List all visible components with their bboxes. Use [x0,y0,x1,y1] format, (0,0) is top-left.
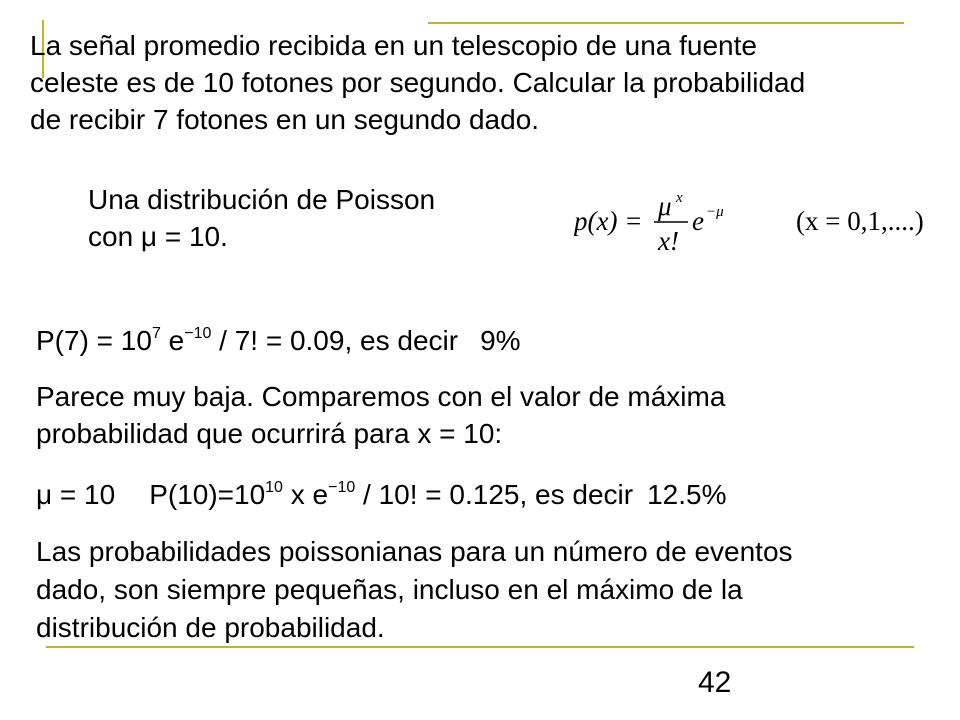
compare-line: Parece muy baja. Comparemos con el valor de máxima [36,381,726,412]
conclusion-line: Las probabilidades poissonianas para un número de eventos [36,536,793,567]
p7-suffix: / 7! = 0.09, es decir [211,325,459,356]
p10-exp2: −10 [328,479,356,496]
p10-exp1: 10 [265,479,283,496]
compare-text [36,378,916,452]
conclusion-line: distribución de probabilidad. [36,612,385,643]
p10-prefix: P(10)=10 [149,479,266,510]
p7-prefix: P(7) = 10 [36,325,152,356]
formula-factor: e [692,206,704,236]
p10-line [36,476,936,513]
formula-domain: (x = 0,1,....) [796,206,924,236]
p10-suffix: / 10! = 0.125, es decir [355,479,634,510]
poisson-formula [574,190,946,260]
p10-mid: x e [282,479,329,510]
p10-mu: μ = 10 [36,479,116,510]
formula-numerator: μ [658,191,672,221]
problem-line: de recibir 7 fotones en un segundo dado. [30,104,540,135]
formula-numerator-exp: x [676,190,683,206]
top-right-rule [428,22,904,24]
problem-text [30,27,930,138]
p7-mid: e [160,325,185,356]
formula-factor-exp: −μ [706,204,724,220]
p7-exp1: 7 [151,325,161,342]
formula-lhs: p(x) = [574,206,643,236]
formula-denominator: x! [658,226,679,256]
p7-result: 9% [480,325,521,356]
problem-line: La señal promedio recibida en un telescopio de una fuente [30,30,757,61]
p7-exp2: −10 [184,325,212,342]
conclusion-text [36,533,936,647]
compare-line: probabilidad que ocurrirá para x = 10: [36,418,503,449]
poisson-note [88,181,508,255]
p7-line [36,322,916,359]
page-number: 42 [698,666,732,699]
problem-line: celeste es de 10 fotones por segundo. Calcular la probabilidad [30,67,806,98]
poisson-line: Una distribución de Poisson [88,184,436,215]
conclusion-line: dado, son siempre pequeñas, incluso en el máximo de la [36,574,743,605]
p10-result: 12.5% [647,479,727,510]
poisson-line: con μ = 10. [88,221,228,252]
